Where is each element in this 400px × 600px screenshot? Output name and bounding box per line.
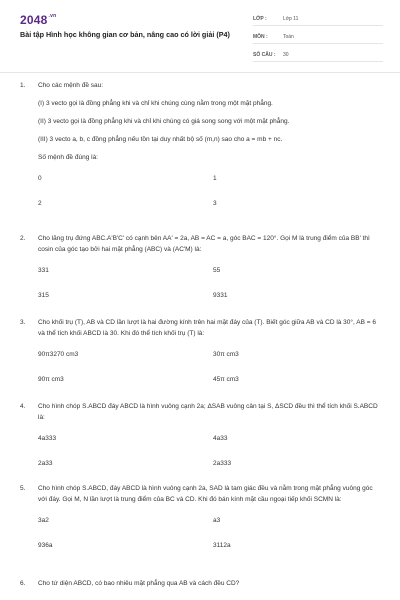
- question-number: 1.: [20, 82, 26, 89]
- question-prompt: Số mệnh đề đúng là:: [38, 154, 98, 161]
- header-divider: [0, 72, 400, 73]
- statement-3: (III) 3 vecto a, b, c đồng phẳng nếu tồn tại duy nhất bộ số (m,n) sao cho a = mb + nc.: [38, 136, 283, 143]
- question-number: 2.: [20, 235, 26, 242]
- answer-option[interactable]: 3112a: [213, 542, 231, 549]
- answer-option[interactable]: 936a: [38, 542, 53, 549]
- answer-option[interactable]: 315: [38, 292, 49, 299]
- answer-options: [38, 265, 378, 313]
- answer-option[interactable]: 3a2: [38, 517, 49, 524]
- answer-option[interactable]: 9331: [213, 292, 228, 299]
- answer-option[interactable]: 2a33: [38, 460, 53, 467]
- brand-suffix: .vn: [48, 13, 57, 19]
- answer-option[interactable]: 90π3270 cm3: [38, 351, 79, 358]
- document-title: Bài tập Hình học không gian cơ bản, nâng cao có lời giải (P4): [20, 30, 230, 39]
- brand-name: 2048: [20, 13, 48, 27]
- answer-options: [38, 173, 378, 221]
- meta-value: Lớp 11: [283, 16, 299, 22]
- answer-option[interactable]: 45π cm3: [213, 376, 239, 383]
- question-number: 6.: [20, 580, 26, 587]
- meta-key: LỚP :: [253, 16, 267, 22]
- brand-logo[interactable]: [20, 13, 56, 27]
- question-number: 3.: [20, 319, 26, 326]
- question-number: 5.: [20, 485, 26, 492]
- question-text: Cho hình chóp S.ABCD đáy ABCD là hình vuông cạnh 2a; ΔSAB vuông cân tại S, ΔSCD đều thì thể tích khối S.ABCD là:: [38, 403, 378, 421]
- answer-option[interactable]: 4a33: [213, 435, 228, 442]
- answer-option[interactable]: 2a333: [213, 460, 232, 467]
- question-text: Cho hình chóp S.ABCD, đáy ABCD là hình vuông cạnh 2a, SAD là tam giác đều và nằm trong mặt phẳng vuông góc với đáy. Gọi M, N lần lượt là trung điểm của BC và CD. Khi đó bán kính mặt cầu ngoại tiếp khối SCMN là:: [38, 485, 373, 503]
- meta-row-count: [253, 49, 383, 62]
- answer-option[interactable]: 4a333: [38, 435, 57, 442]
- answer-options: [38, 349, 378, 397]
- answer-option[interactable]: 3: [213, 200, 217, 207]
- statement-1: (I) 3 vecto gọi là đồng phẳng khi và chỉ khi chúng cùng nằm trong một mặt phẳng.: [38, 100, 273, 107]
- answer-option[interactable]: 0: [38, 175, 42, 182]
- answer-option[interactable]: 2: [38, 200, 42, 207]
- answer-option[interactable]: a3: [213, 517, 221, 524]
- answer-option[interactable]: 55: [213, 267, 221, 274]
- answer-option[interactable]: 30π cm3: [213, 351, 239, 358]
- meta-key: SỐ CÂU :: [253, 52, 276, 58]
- question-text: Cho các mệnh đề sau:: [38, 82, 104, 89]
- answer-options: [38, 433, 378, 481]
- meta-key: MÔN :: [253, 34, 268, 40]
- question-text: Cho lăng trụ đứng ABC.A'B'C' có cạnh bên AA' = 2a, AB = AC = a, góc BAC = 120°. Gọi M là trung điểm của BB' thì cosin của góc tạo bởi hai mặt phẳng (ABC) và (AC'M) là:: [38, 235, 370, 253]
- answer-option[interactable]: 90π cm3: [38, 376, 64, 383]
- meta-value: Toán: [283, 34, 294, 40]
- answer-option[interactable]: 331: [38, 267, 49, 274]
- statement-2: (II) 3 vecto gọi là đồng phẳng khi và chỉ khi chúng có giá song song với một mặt phẳng.: [38, 118, 290, 125]
- question-text: Cho khối trụ (T), AB và CD lần lượt là hai đường kính trên hai mặt đáy của (T). Biết góc giữa AB và CD là 30°, AB = 6 và thể tích khối ABCD là 30. Khi đó thể tích khối trụ (T) là:: [38, 319, 376, 337]
- meta-row-class: [253, 13, 383, 26]
- meta-value: 30: [283, 52, 289, 58]
- answer-options: [38, 515, 378, 563]
- answer-option[interactable]: 1: [213, 175, 217, 182]
- question-text: Cho tứ diện ABCD, có bao nhiêu mặt phẳng qua AB và cách đều CD?: [38, 580, 240, 587]
- question-number: 4.: [20, 403, 26, 410]
- meta-row-subject: [253, 31, 383, 44]
- meta-panel: [253, 13, 383, 67]
